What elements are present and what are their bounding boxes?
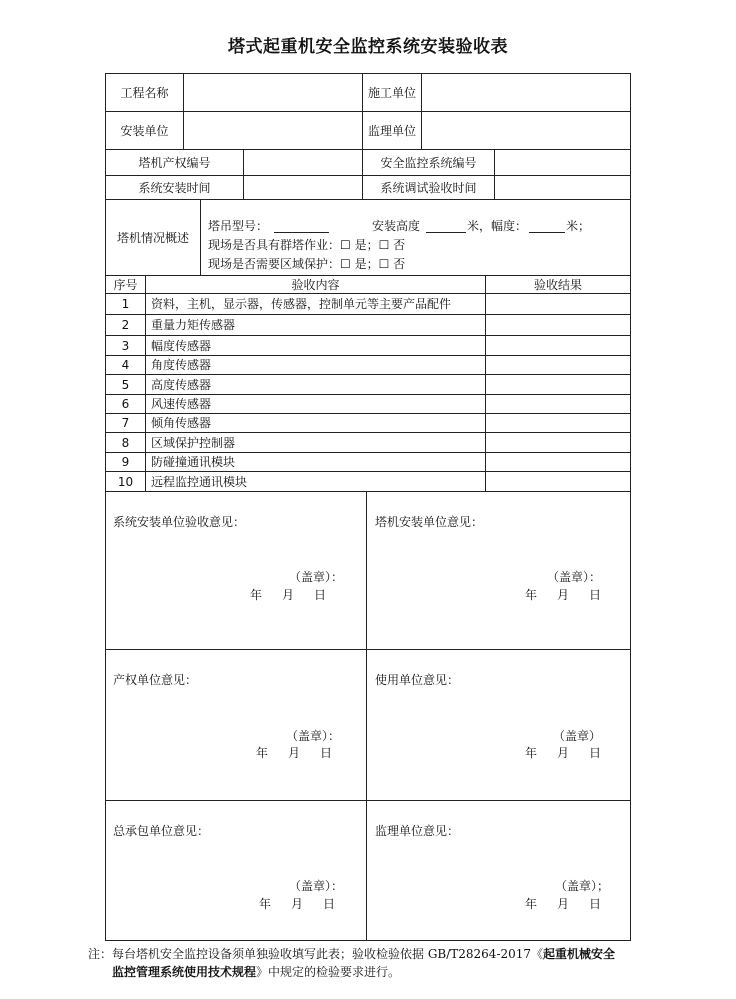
general-contractor-opinion-box[interactable]: [106, 801, 367, 940]
range-blank[interactable]: [529, 232, 565, 233]
install-unit-label: 安装单位: [106, 112, 184, 150]
seal-label: （盖章）: [553, 729, 602, 743]
construction-unit-label: 施工单位: [363, 74, 422, 112]
seal-label: （盖章）：: [286, 729, 341, 743]
system-debug-time-value[interactable]: [495, 176, 630, 200]
item-result[interactable]: [486, 414, 630, 433]
project-name-value[interactable]: [184, 74, 363, 112]
property-opinion-label: 产权单位意见：: [113, 673, 198, 687]
item-content: 风速传感器: [146, 395, 486, 414]
item-no: 10: [106, 472, 146, 492]
seal-label: （盖章）；: [555, 879, 610, 893]
item-no: 1: [106, 294, 146, 315]
date-line: 年 月 日: [259, 897, 336, 911]
item-no: 5: [106, 375, 146, 395]
item-result[interactable]: [486, 336, 630, 356]
crane-property-no-value[interactable]: [244, 150, 363, 176]
height-blank[interactable]: [426, 232, 466, 233]
footnote-line-2: 监控管理系统使用技术规程》中规定的检验要求进行。: [112, 965, 401, 979]
item-content: 高度传感器: [146, 375, 486, 395]
general-contractor-opinion-label: 总承包单位意见：: [113, 824, 210, 838]
item-result[interactable]: [486, 395, 630, 414]
overview-label: 塔机情况概述: [106, 200, 201, 276]
items-header-no: 序号: [106, 276, 146, 294]
date-line: 年 月 日: [525, 746, 602, 760]
property-opinion-box[interactable]: [106, 650, 367, 801]
item-no: 3: [106, 336, 146, 356]
footnote: [88, 945, 615, 981]
crane-install-opinion-label: 塔机安装单位意见：: [375, 515, 484, 529]
system-install-time-value[interactable]: [244, 176, 363, 200]
seal-label: （盖章）：: [289, 879, 344, 893]
system-debug-time-label: 系统调试验收时间: [363, 176, 495, 200]
items-header-content: 验收内容: [146, 276, 486, 294]
system-install-opinion-label: 系统安装单位验收意见：: [113, 515, 246, 529]
date-line: 年 月 日: [256, 746, 333, 760]
crane-property-no-label: 塔机产权编号: [106, 150, 244, 176]
page-title: 塔式起重机安全监控系统安装验收表: [228, 37, 508, 57]
item-content: 区域保护控制器: [146, 433, 486, 453]
item-no: 2: [106, 315, 146, 336]
project-name-label: 工程名称: [106, 74, 184, 112]
user-opinion-box[interactable]: [367, 650, 630, 801]
item-content: 防碰撞通讯模块: [146, 453, 486, 472]
item-no: 4: [106, 356, 146, 375]
overview-model-label: 塔吊型号：: [208, 219, 269, 233]
item-content: 资料，主机，显示器，传感器，控制单元等主要产品配件: [146, 294, 486, 315]
date-line: 年 月 日: [525, 897, 602, 911]
monitor-system-no-label: 安全监控系统编号: [363, 150, 495, 176]
item-content: 重量力矩传感器: [146, 315, 486, 336]
item-result[interactable]: [486, 433, 630, 453]
item-content: 倾角传感器: [146, 414, 486, 433]
overview-range-unit: 米；: [566, 219, 591, 233]
install-unit-value[interactable]: [184, 112, 363, 150]
overview-height-label: 安装高度: [372, 219, 421, 233]
items-header-result: 验收结果: [486, 276, 630, 294]
item-result[interactable]: [486, 294, 630, 315]
supervision-opinion-label: 监理单位意见：: [375, 824, 460, 838]
construction-unit-value[interactable]: [422, 74, 630, 112]
system-install-time-label: 系统安装时间: [106, 176, 244, 200]
supervision-unit-label: 监理单位: [363, 112, 422, 150]
item-content: 远程监控通讯模块: [146, 472, 486, 492]
item-result[interactable]: [486, 453, 630, 472]
overview-content: [201, 200, 630, 276]
monitor-system-no-value[interactable]: [495, 150, 630, 176]
item-content: 幅度传感器: [146, 336, 486, 356]
item-no: 7: [106, 414, 146, 433]
item-no: 6: [106, 395, 146, 414]
seal-label: （盖章）：: [547, 570, 602, 584]
footnote-line-1: 注：每台塔机安全监控设备须单独验收填写此表；验收检验依据 GB/T28264-2017《起重机械安全: [88, 947, 616, 961]
supervision-opinion-box[interactable]: [367, 801, 630, 940]
group-crane-question[interactable]: 现场是否具有群塔作业：☐ 是；☐ 否: [208, 238, 406, 252]
supervision-unit-value[interactable]: [422, 112, 630, 150]
date-line: 年 月 日: [525, 588, 602, 602]
system-install-opinion-box[interactable]: [106, 492, 367, 650]
item-no: 8: [106, 433, 146, 453]
user-opinion-label: 使用单位意见：: [375, 673, 460, 687]
item-content: 角度传感器: [146, 356, 486, 375]
item-result[interactable]: [486, 356, 630, 375]
item-result[interactable]: [486, 472, 630, 492]
overview-range-label: 米，幅度：: [467, 219, 528, 233]
item-result[interactable]: [486, 375, 630, 395]
model-blank[interactable]: [274, 232, 329, 233]
acceptance-table: [105, 73, 631, 941]
zone-protection-question[interactable]: 现场是否需要区域保护：☐ 是；☐ 否: [208, 257, 406, 271]
item-no: 9: [106, 453, 146, 472]
crane-install-opinion-box[interactable]: [367, 492, 630, 650]
item-result[interactable]: [486, 315, 630, 336]
seal-label: （盖章）：: [289, 570, 344, 584]
date-line: 年 月 日: [250, 588, 327, 602]
